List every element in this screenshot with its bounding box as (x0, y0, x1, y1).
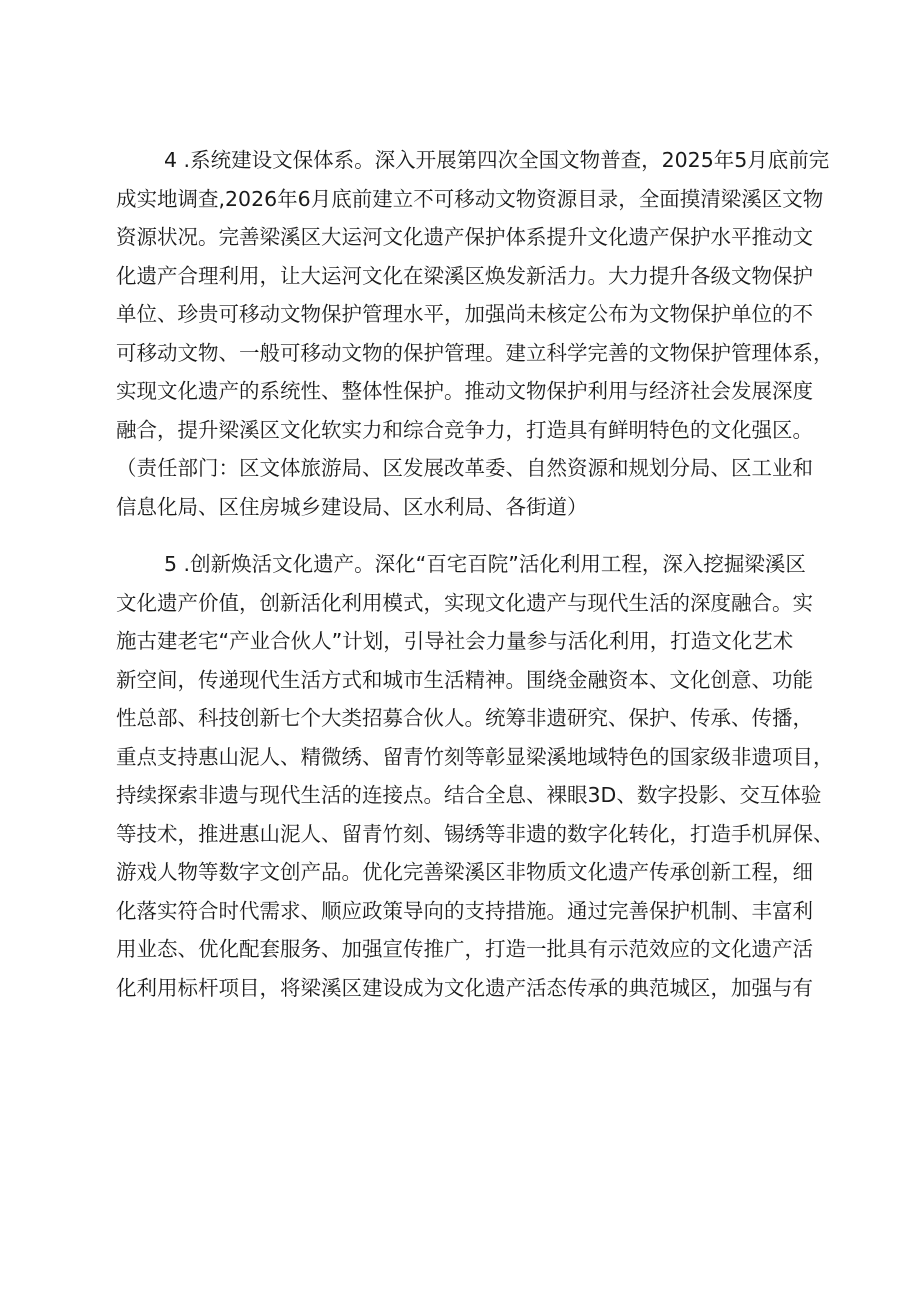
responsible-departments-line: 信息化局、区住房城乡建设局、区水利局、各街道） (116, 494, 588, 519)
paragraph-5-cultural-heritage-revitalization (116, 545, 834, 1007)
paragraph-line: 实现文化遗产的系统性、整体性保护。推动文物保护利用与经济社会发展深度 (116, 379, 813, 403)
paragraph-line: 化利用标杆项目，将梁溪区建设成为文化遗产活态传承的典范城区，加强与有 (116, 975, 813, 1000)
paragraph-line: 化遗产合理利用，让大运河文化在梁溪区焕发新活力。大力提升各级文物保护 (116, 263, 813, 288)
paragraph-line: 游戏人物等数字文创产品。优化完善梁溪区非物质文化遗产传承创新工程，细 (116, 860, 813, 884)
paragraph-line: 持续探索非遗与现代生活的连接点。结合全息、裸眼3D、数字投影、交互体验 (116, 783, 822, 807)
paragraph-line: 性总部、科技创新七个大类招募合伙人。统筹非遗研究、保护、传承、传播， (116, 706, 813, 730)
paragraph-line: 单位、珍贵可移动文物保护管理水平，加强尚未核定公布为文物保护单位的不 (116, 302, 813, 326)
paragraph-line: 融合，提升梁溪区文化软实力和综合竞争力，打造具有鲜明特色的文化强区。 (116, 417, 813, 442)
paragraph-line: 施古建老宅“产业合伙人”计划，引导社会力量参与活化利用，打造文化艺术 (116, 629, 794, 653)
paragraph-line: 资源状况。完善梁溪区大运河文化遗产保护体系提升文化遗产保护水平推动文 (116, 225, 813, 249)
responsible-departments-line: （责任部门：区文体旅游局、区发展改革委、自然资源和规划分局、区工业和 (116, 456, 813, 480)
paragraph-line: 4 .系统建设文保体系。深入开展第四次全国文物普查，2025年5月底前完 (164, 148, 830, 172)
paragraph-line: 可移动文物、一般可移动文物的保护管理。建立科学完善的文物保护管理体系， (116, 340, 834, 365)
paragraph-4-cultural-relic-protection-system (116, 141, 834, 526)
paragraph-line: 5 .创新焕活文化遗产。深化“百宅百院”活化利用工程，深入挖掘梁溪区 (164, 552, 806, 576)
paragraph-line: 文化遗产价值，创新活化利用模式，实现文化遗产与现代生活的深度融合。实 (116, 590, 813, 615)
paragraph-line: 成实地调查,2026年6月底前建立不可移动文物资源目录，全面摸清梁溪区文物 (116, 186, 824, 211)
paragraph-line: 用业态、优化配套服务、加强宣传推广，打造一批具有示范效应的文化遗产活 (116, 937, 813, 961)
paragraph-line: 化落实符合时代需求、顺应政策导向的支持措施。通过完善保护机制、丰富利 (116, 898, 813, 923)
paragraph-line: 等技术，推进惠山泥人、留青竹刻、锡绣等非遗的数字化转化，打造手机屏保、 (116, 821, 834, 846)
paragraph-line: 新空间，传递现代生活方式和城市生活精神。围绕金融资本、文化创意、功能 (116, 667, 813, 692)
paragraph-spacer (116, 526, 816, 545)
paragraph-line: 重点支持惠山泥人、精微绣、留青竹刻等彰显梁溪地域特色的国家级非遗项目， (116, 744, 834, 769)
document-body (116, 141, 834, 1007)
